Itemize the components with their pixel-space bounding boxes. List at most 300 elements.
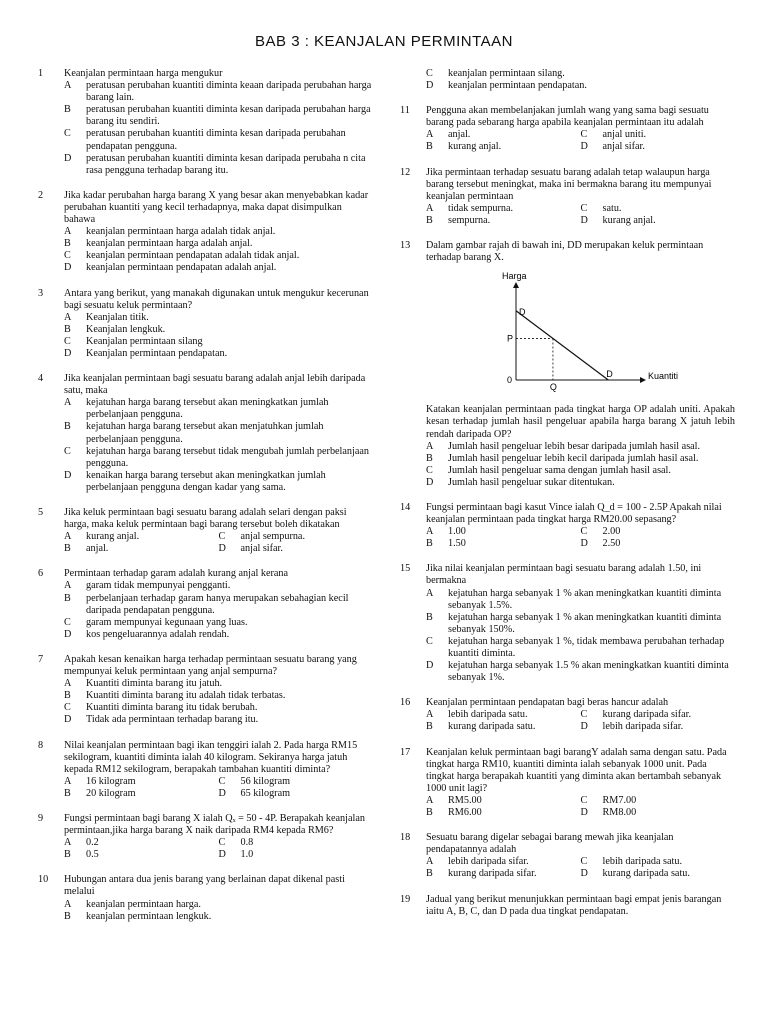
option-d xyxy=(426,477,735,489)
option-letter: B xyxy=(426,452,433,464)
option-letter: D xyxy=(64,714,72,726)
option-a xyxy=(64,531,219,543)
question-14 xyxy=(400,502,735,550)
option-c xyxy=(581,203,736,215)
option-b xyxy=(64,238,373,250)
option-letter: D xyxy=(64,262,72,274)
option-letter: A xyxy=(64,531,72,543)
option-a xyxy=(64,312,373,324)
question-number: 1 xyxy=(38,68,44,79)
option-text: 0.2 xyxy=(86,837,99,849)
option-letter: A xyxy=(426,856,434,868)
option-letter: C xyxy=(218,837,226,849)
option-c xyxy=(581,129,736,141)
question-stem: Jika kadar perubahan harga barang X yang besar akan menyebabkan kadar perubahan kuantiti yang kecil terhadapnya, maka dapat disimpulkan bahawa xyxy=(64,189,369,226)
option-text: 16 kilogram xyxy=(86,775,136,787)
option-letter: C xyxy=(218,531,226,543)
option-letter: A xyxy=(64,678,72,690)
option-c xyxy=(219,837,374,849)
option-letter: B xyxy=(426,721,433,733)
question-number: 18 xyxy=(400,832,411,844)
option-letter: C xyxy=(580,129,588,141)
option-letter: C xyxy=(580,709,588,721)
question-stem: Permintaan terhadap garam adalah kurang anjal kerana xyxy=(64,568,289,580)
y-axis-label: Harga xyxy=(502,271,527,282)
option-letter: B xyxy=(64,592,71,604)
option-c xyxy=(581,709,736,721)
option-a xyxy=(426,129,581,141)
option-letter: D xyxy=(426,476,434,488)
option-text: 56 kilogram xyxy=(240,775,291,787)
option-c xyxy=(581,856,736,868)
option-letter: D xyxy=(580,141,588,153)
option-letter: B xyxy=(426,611,433,623)
option-letter: B xyxy=(426,538,433,550)
question-stem: Nilai keanjalan permintaan bagi ikan tenggiri ialah 2. Pada harga RM15 sekilogram, kuantiti diminta ialah 40 kilogram. Sekiranya harga jatuh kepada RM12 sekilogram, berapakah tambahan kuantiti diminta? xyxy=(64,739,358,775)
option-letter: C xyxy=(580,202,588,214)
option-a xyxy=(64,580,373,592)
question-number: 2 xyxy=(38,189,44,201)
option-a xyxy=(426,203,581,215)
option-letter: D xyxy=(580,538,588,550)
option-letter: D xyxy=(580,214,588,226)
question-number: 15 xyxy=(400,563,411,575)
option-letter: A xyxy=(64,226,72,238)
option-d xyxy=(64,470,373,494)
option-letter: C xyxy=(580,856,588,868)
option-letter: B xyxy=(64,323,71,335)
option-c xyxy=(219,776,374,788)
option-b xyxy=(426,141,581,153)
option-text: 0.5 xyxy=(86,849,99,861)
options xyxy=(426,129,735,153)
option-d xyxy=(64,153,373,177)
option-letter: A xyxy=(64,837,72,849)
question-stem: Jika permintaan terhadap sesuatu barang adalah tetap walaupun harga barang tersebut meningkat, maka ini bermakna barang itu mempunyai keanjalan permintaan xyxy=(426,166,712,202)
option-a xyxy=(426,795,581,807)
option-c xyxy=(64,336,373,348)
options xyxy=(64,80,373,177)
question-2 xyxy=(38,190,373,275)
option-text: kurang daripada satu. xyxy=(602,868,690,880)
option-c xyxy=(64,702,373,714)
option-letter: C xyxy=(426,68,433,79)
options xyxy=(64,531,373,555)
option-text: keanjalan permintaan harga. xyxy=(86,898,201,910)
question-13-prompt: Katakan keanjalan permintaan pada tingkat harga OP adalah uniti. Apakah kesan terhadap jumlah hasil pengeluar apabila harga barang X jatuh lebih rendah daripada OP? xyxy=(426,404,735,440)
option-letter: D xyxy=(64,347,72,359)
question-number: 6 xyxy=(38,568,44,580)
option-text: lebih daripada satu. xyxy=(602,856,682,868)
option-letter: A xyxy=(426,526,434,538)
option-text: kenaikan harga barang tersebut akan meningkatkan jumlah perbelanjaan pengguna dengan kadar yang sama. xyxy=(86,469,326,493)
option-text: kurang anjal. xyxy=(448,141,502,153)
option-b xyxy=(64,788,219,800)
option-text: peratusan perubahan kuantiti diminta keaan daripada perubahan harga barang lain. xyxy=(86,80,372,104)
option-text: kejatuhan harga barang tersebut akan menjatuhkan jumlah perbelanjaan pengguna. xyxy=(86,421,324,445)
demand-line xyxy=(516,311,608,380)
option-text: anjal. xyxy=(86,543,109,555)
price-label: P xyxy=(507,333,514,344)
option-text: 2.00 xyxy=(602,526,621,538)
option-b xyxy=(64,911,373,923)
option-letter: B xyxy=(64,787,71,799)
quantity-label: Q xyxy=(549,382,557,393)
question-number: 11 xyxy=(400,105,410,117)
options xyxy=(426,203,735,227)
option-text: lebih daripada sifar. xyxy=(602,721,684,733)
option-letter: A xyxy=(426,587,434,599)
option-text: keanjalan permintaan lengkuk. xyxy=(86,910,212,922)
question-number: 5 xyxy=(38,507,44,518)
option-letter: B xyxy=(64,543,71,555)
option-text: kejatuhan harga sebanyak 1.5 % akan meningkatkan kuantiti diminta sebanyak 1%. xyxy=(448,660,729,684)
option-text: Jumlah hasil pengeluar lebih besar daripada jumlah hasil asal. xyxy=(448,440,701,452)
option-letter: A xyxy=(64,397,72,409)
option-letter: C xyxy=(64,335,71,347)
option-letter: A xyxy=(426,440,434,452)
option-letter: B xyxy=(64,421,71,433)
option-d xyxy=(64,348,373,360)
option-a xyxy=(64,678,373,690)
options xyxy=(426,526,735,550)
question-6 xyxy=(38,568,373,641)
option-a xyxy=(426,856,581,868)
option-c xyxy=(219,531,374,543)
question-12 xyxy=(400,167,735,227)
question-3 xyxy=(38,288,373,361)
options xyxy=(426,588,735,685)
options xyxy=(64,397,373,494)
option-text: satu. xyxy=(602,202,622,214)
option-letter: D xyxy=(218,543,226,555)
question-number: 8 xyxy=(38,739,44,751)
option-text: keanjalan permintaan silang. xyxy=(448,68,565,79)
option-text: RM8.00 xyxy=(602,807,637,819)
options xyxy=(426,856,735,880)
option-d xyxy=(64,714,373,726)
option-a xyxy=(426,441,735,453)
option-text: kurang anjal. xyxy=(86,531,140,543)
question-stem: Antara yang berikut, yang manakah digunakan untuk mengukur kecerunan bagi sesuatu keluk permintaan? xyxy=(64,287,369,311)
option-text: kejatuhan harga barang tersebut tidak mengubah jumlah perbelanjaan pengguna. xyxy=(86,445,369,469)
option-text: keanjalan permintaan pendapatan adalah tidak anjal. xyxy=(86,250,300,262)
question-number: 16 xyxy=(400,697,411,709)
option-text: Jumlah hasil pengeluar lebih kecil daripada jumlah hasil asal. xyxy=(448,452,699,464)
question-stem: Dalam gambar rajah di bawah ini, DD merupakan keluk permintaan terhadap barang X. xyxy=(426,240,704,264)
option-letter: D xyxy=(64,628,72,640)
option-text: 0.8 xyxy=(240,837,254,849)
option-a xyxy=(64,837,219,849)
demand-curve-chart xyxy=(486,272,735,396)
option-text: anjal sifar. xyxy=(602,141,645,153)
option-c xyxy=(426,465,735,477)
option-text: 2.50 xyxy=(602,538,621,550)
option-letter: D xyxy=(64,469,72,481)
option-b xyxy=(64,593,373,617)
question-stem: Hubungan antara dua jenis barang yang berlainan dapat dikenal pasti melalui xyxy=(64,874,345,898)
option-d xyxy=(581,215,736,227)
option-text: anjal uniti. xyxy=(602,129,647,141)
option-letter: C xyxy=(64,702,71,714)
option-letter: C xyxy=(580,794,588,806)
option-letter: D xyxy=(580,807,588,819)
question-stem: Keanjalan keluk permintaan bagi barangY adalah sama dengan satu. Pada tingkat harga RM10, kuantiti diminta ialah sebanyak 1000 unit. Pada tingkat harga berapakah kuantiti yang diminta akan bertambah sebanyak 1000 unit lagi? xyxy=(426,746,727,794)
option-d xyxy=(219,788,374,800)
option-d xyxy=(426,80,735,92)
option-b xyxy=(426,215,581,227)
q10-continuation xyxy=(400,68,735,92)
option-letter: C xyxy=(64,616,71,628)
option-text: keanjalan permintaan pendapatan adalah anjal. xyxy=(86,262,277,274)
y-axis-arrow xyxy=(513,282,519,288)
option-text: 1.50 xyxy=(448,538,466,550)
option-letter: A xyxy=(64,80,72,92)
option-text: perbelanjaan terhadap garam hanya merupakan sebahagian kecil daripada pendapatan pengguna. xyxy=(86,592,349,616)
option-b xyxy=(64,104,373,128)
option-d xyxy=(581,721,736,733)
question-number: 9 xyxy=(38,812,44,824)
question-13 xyxy=(400,240,735,489)
option-text: garam tidak mempunyai pengganti. xyxy=(86,580,231,592)
question-number: 10 xyxy=(38,874,49,886)
option-text: 1.00 xyxy=(448,526,466,538)
option-a xyxy=(64,397,373,421)
option-letter: A xyxy=(426,202,434,214)
option-b xyxy=(426,868,581,880)
option-text: tidak sempurna. xyxy=(448,202,514,214)
question-stem: Jadual yang berikut menunjukkan permintaan bagi empat jenis barangan iaitu A, B, C, dan D pada dua tingkat pendapatan. xyxy=(426,893,722,917)
question-number: 4 xyxy=(38,373,44,385)
origin-label: 0 xyxy=(507,375,513,386)
options xyxy=(426,795,735,819)
question-number: 7 xyxy=(38,653,44,665)
option-text: kos pengeluarannya adalah rendah. xyxy=(86,628,230,640)
question-stem: Jika keluk permintaan bagi sesuatu barang adalah selari dengan paksi harga, maka keluk permintaan bagi barang tersebut boleh dikatakan xyxy=(64,507,347,531)
option-d xyxy=(581,538,736,550)
question-9 xyxy=(38,813,373,861)
option-text: Jumlah hasil pengeluar sukar ditentukan. xyxy=(448,476,615,488)
question-stem: Jika keanjalan permintaan bagi sesuatu barang adalah anjal lebih daripada satu, maka xyxy=(64,373,366,397)
question-18 xyxy=(400,832,735,880)
option-b xyxy=(64,690,373,702)
option-text: peratusan perubahan kuantiti diminta kesan daripada perubahan harga barang itu sendiri. xyxy=(86,104,371,128)
option-c xyxy=(64,128,373,152)
demand-curve-svg xyxy=(486,271,679,393)
option-text: lebih daripada satu. xyxy=(448,709,528,721)
options xyxy=(64,899,373,923)
option-b xyxy=(426,538,581,550)
option-a xyxy=(426,588,735,612)
question-number: 13 xyxy=(400,240,411,252)
option-letter: D xyxy=(218,787,226,799)
option-letter: D xyxy=(580,721,588,733)
option-text: peratusan perubahan kuantiti diminta kesan daripada perubaha n cita rasa pengguna terhadap barang itu. xyxy=(86,152,366,176)
question-16 xyxy=(400,697,735,733)
option-b xyxy=(426,612,735,636)
options xyxy=(64,678,373,726)
option-a xyxy=(64,226,373,238)
option-letter: D xyxy=(580,868,588,880)
question-stem: Apakah kesan kenaikan harga terhadap permintaan sesuatu barang yang mempunyai keluk permintaan yang anjal sempurna? xyxy=(64,653,357,678)
option-a xyxy=(426,526,581,538)
question-15 xyxy=(400,563,735,684)
option-text: garam mempunyai kegunaan yang luas. xyxy=(86,616,248,628)
option-letter: C xyxy=(64,250,71,262)
right-column xyxy=(400,68,735,931)
options xyxy=(64,776,373,800)
option-letter: B xyxy=(426,868,433,880)
option-text: Kuantiti diminta barang itu tidak berubah. xyxy=(86,702,258,714)
option-text: lebih daripada sifar. xyxy=(448,856,529,868)
option-letter: B xyxy=(64,104,71,116)
option-text: Kuantiti diminta barang itu jatuh. xyxy=(86,678,223,690)
option-letter: B xyxy=(426,141,433,153)
option-letter: B xyxy=(64,690,71,702)
question-7 xyxy=(38,654,373,727)
option-letter: C xyxy=(426,464,433,476)
option-letter: A xyxy=(64,898,72,910)
option-c xyxy=(581,526,736,538)
option-d xyxy=(64,629,373,641)
option-text: 20 kilogram xyxy=(86,787,136,799)
option-letter: A xyxy=(426,709,434,721)
option-letter: A xyxy=(64,580,72,592)
option-text: keanjalan permintaan pendapatan. xyxy=(448,80,587,92)
option-text: 65 kilogram xyxy=(240,787,291,799)
option-c xyxy=(64,446,373,470)
option-text: kurang daripada sifar. xyxy=(448,868,537,880)
option-c xyxy=(64,250,373,262)
option-text: Jumlah hasil pengeluar sama dengan jumlah hasil asal. xyxy=(448,464,671,476)
option-b xyxy=(426,807,581,819)
x-axis-label: Kuantiti xyxy=(648,371,679,382)
option-text: kurang anjal. xyxy=(602,214,656,226)
option-text: kurang daripada sifar. xyxy=(602,709,692,721)
option-letter: C xyxy=(218,775,226,787)
question-number: 17 xyxy=(400,746,411,758)
option-letter: D xyxy=(426,80,434,92)
question-11 xyxy=(400,105,735,153)
option-b xyxy=(426,721,581,733)
options xyxy=(64,312,373,360)
question-stem: Fungsi permintaan bagi kasut Vince ialah Q_d = 100 - 2.5P Apakah nilai keanjalan permintaan pada tingkat harga RM20.00 sepasang? xyxy=(426,501,722,526)
question-stem: Sesuatu barang digelar sebagai barang mewah jika keanjalan pendapatannya adalah xyxy=(426,832,674,856)
option-letter: A xyxy=(64,311,72,323)
question-stem: Keanjalan permintaan harga mengukur xyxy=(64,68,223,79)
question-stem: Fungsi permintaan bagi barang X ialah Qₓ = 50 - 4P. Berapakah keanjalan permintaan,jika harga barang X naik daripada RM4 kepada RM6? xyxy=(64,812,365,837)
option-text: anjal sifar. xyxy=(240,543,283,555)
option-c xyxy=(64,617,373,629)
option-letter: B xyxy=(64,849,71,861)
option-d xyxy=(219,849,374,861)
question-stem: Jika nilai keanjalan permintaan bagi sesuatu barang adalah 1.50, ini bermakna xyxy=(426,563,702,587)
option-text: Keanjalan titik. xyxy=(86,311,149,323)
option-text: Keanjalan permintaan silang xyxy=(86,335,203,347)
option-a xyxy=(64,80,373,104)
question-19 xyxy=(400,894,735,918)
x-axis-arrow xyxy=(640,377,646,383)
question-number: 19 xyxy=(400,893,411,905)
question-5 xyxy=(38,507,373,555)
option-letter: B xyxy=(64,238,71,250)
option-c xyxy=(426,68,735,80)
option-text: peratusan perubahan kuantiti diminta kesan daripada perubahan pendapatan pengguna. xyxy=(86,128,346,152)
option-text: anjal. xyxy=(448,129,471,141)
option-d xyxy=(64,262,373,274)
option-letter: C xyxy=(580,526,588,538)
option-d xyxy=(426,660,735,684)
option-text: Keanjalan permintaan pendapatan. xyxy=(86,347,228,359)
option-text: 1.0 xyxy=(240,849,254,861)
option-text: kejatuhan harga barang tersebut akan meningkatkan jumlah perbelanjaan pengguna. xyxy=(86,397,329,421)
option-a xyxy=(64,899,373,911)
option-letter: B xyxy=(426,214,433,226)
option-text: Keanjalan lengkuk. xyxy=(86,323,166,335)
option-letter: B xyxy=(426,807,433,819)
question-number: 14 xyxy=(400,501,411,513)
question-number: 12 xyxy=(400,166,411,178)
option-text: anjal sempurna. xyxy=(240,531,305,543)
question-4 xyxy=(38,373,373,494)
option-c xyxy=(581,795,736,807)
option-text: kejatuhan harga sebanyak 1 %, tidak membawa perubahan terhadap kuantiti diminta. xyxy=(448,635,725,659)
option-letter: B xyxy=(64,910,71,922)
option-text: keanjalan permintaan harga adalah tidak anjal. xyxy=(86,226,276,238)
option-letter: A xyxy=(426,794,434,806)
curve-start-label: D xyxy=(519,306,526,317)
option-letter: D xyxy=(426,660,434,672)
option-text: keanjalan permintaan harga adalah anjal. xyxy=(86,238,253,250)
option-text: Tidak ada permintaan terhadap barang itu. xyxy=(86,714,259,726)
options xyxy=(426,709,735,733)
option-text: kejatuhan harga sebanyak 1 % akan meningkatkan kuantiti diminta sebanyak 150%. xyxy=(448,611,722,635)
option-a xyxy=(426,709,581,721)
option-b xyxy=(64,421,373,445)
question-8 xyxy=(38,740,373,800)
option-b xyxy=(64,543,219,555)
question-stem: Pengguna akan membelanjakan jumlah wang yang sama bagi sesuatu barang pada sebarang harga apabila keanjalan permintaan itu adalah xyxy=(426,105,709,129)
options xyxy=(64,837,373,861)
option-d xyxy=(581,807,736,819)
question-stem: Keanjalan permintaan pendapatan bagi beras hancur adalah xyxy=(426,697,669,709)
option-d xyxy=(581,868,736,880)
option-a xyxy=(64,776,219,788)
option-text: RM5.00 xyxy=(448,794,482,806)
option-letter: A xyxy=(426,129,434,141)
curve-end-label: D xyxy=(606,369,613,380)
option-d xyxy=(581,141,736,153)
option-b xyxy=(64,324,373,336)
option-letter: D xyxy=(218,849,226,861)
option-letter: D xyxy=(64,152,72,164)
option-d xyxy=(219,543,374,555)
option-letter: C xyxy=(64,128,71,140)
option-text: kurang daripada satu. xyxy=(448,721,536,733)
question-10 xyxy=(38,874,373,922)
option-b xyxy=(64,849,219,861)
option-letter: C xyxy=(426,635,433,647)
option-letter: C xyxy=(64,445,71,457)
option-text: Kuantiti diminta barang itu adalah tidak terbatas. xyxy=(86,690,286,702)
question-number: 3 xyxy=(38,287,44,299)
question-17 xyxy=(400,747,735,820)
option-text: sempurna. xyxy=(448,214,491,226)
question-1 xyxy=(38,68,373,177)
left-column xyxy=(38,68,373,923)
option-text: kejatuhan harga sebanyak 1 % akan meningkatkan kuantiti diminta sebanyak 1.5%. xyxy=(448,587,722,611)
option-text: RM6.00 xyxy=(448,807,482,819)
